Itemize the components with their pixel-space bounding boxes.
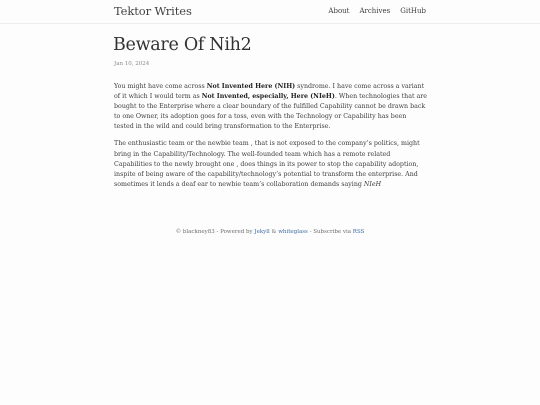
footer-jekyll-link[interactable]: Jekyll — [254, 229, 270, 235]
text-run: The enthusiastic team or the newbie team , that is not exposed to the company’s politics, might bring in the Capability/Technology. The well-founded team which has a remote related Capabilities to the newly brought one , does things in its power to stop the capability adoption, inspite of being aware of the capability/technology’s potential to transform the enterprise. And sometimes it lends a deaf ear to newbie team’s collaboration demands saying — [114, 140, 420, 188]
footer-whiteglass-link[interactable]: whiteglass — [278, 229, 308, 235]
bold-term-nih: Not Invented Here (NIH) — [206, 83, 296, 90]
nav-github-link[interactable]: GitHub — [400, 7, 426, 15]
nav-about-link[interactable]: About — [328, 7, 350, 15]
footer-text: & — [269, 229, 279, 235]
italic-term-nieh: NIeH — [363, 180, 382, 188]
post-date: Jan 10, 2024 — [114, 61, 150, 67]
bold-term-nieh: Not Invented, especially, Here (NIeH) — [201, 93, 335, 101]
post-content — [114, 82, 428, 197]
footer-text: - Powered by — [214, 229, 255, 235]
text-run: syndrome. I have come across a variant of it which I would term as — [114, 83, 425, 101]
text-run: . When technologies that are bought to the Enterprise where a clear boundary of the fulfilled Capability cannot be drawn back to one Owner, its adoption goes for a toss, even with the Technology or Capability has been tested in the wild and could bring transformation to the Enterprise. — [114, 93, 428, 131]
site-nav — [328, 7, 426, 15]
site-title-link[interactable]: Tektor Writes — [114, 4, 192, 18]
text-run: You might have come across — [114, 83, 207, 90]
nav-archives-link[interactable]: Archives — [359, 7, 391, 15]
footer-rss-link[interactable]: RSS — [352, 229, 365, 235]
post-paragraph — [114, 139, 428, 189]
site-header — [0, 0, 540, 24]
site-footer — [0, 229, 540, 235]
post-title: Beware Of Nih2 — [113, 35, 252, 55]
footer-copyright: © blackney83 — [175, 229, 215, 235]
footer-text: - Subscribe via — [307, 229, 353, 235]
post-paragraph — [114, 82, 428, 132]
